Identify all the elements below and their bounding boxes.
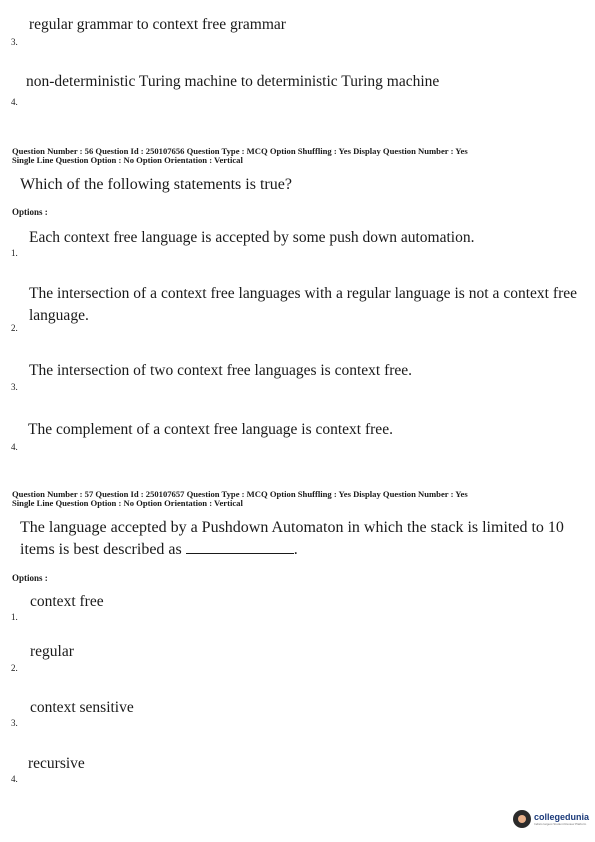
option-number: 3. <box>11 382 18 392</box>
option-number: 2. <box>11 663 18 673</box>
option-number: 4. <box>11 442 18 452</box>
logo-tagline: India's largest Student Review Platform <box>533 821 587 826</box>
collegedunia-logo-icon <box>513 810 531 828</box>
question-text-part: The language accepted by a Pushdown Automaton in which the stack is limited to 10 items is best described as <box>20 519 564 558</box>
option-text: context free <box>30 593 104 610</box>
option-number: 1. <box>11 248 18 258</box>
question-meta: Single Line Question Option : No Option Orientation : Vertical <box>12 498 243 508</box>
question-text <box>20 517 575 561</box>
option-number: 3. <box>11 37 18 47</box>
option-number: 3. <box>11 718 18 728</box>
question-meta: Question Number : 57 Question Id : 250107657 Question Type : MCQ Option Shuffling : Yes Display Question Number : Yes <box>12 489 468 499</box>
question-text-part: . <box>293 541 298 558</box>
option-number: 4. <box>11 97 18 107</box>
question-text: Which of the following statements is true? <box>20 176 292 193</box>
option-text: The intersection of two context free languages is context free. <box>29 362 413 379</box>
option-number: 1. <box>11 612 18 622</box>
option-text: context sensitive <box>30 699 134 716</box>
option-number: 4. <box>11 774 18 784</box>
option-text: The complement of a context free language is context free. <box>28 421 393 438</box>
options-label: Options : <box>12 207 48 217</box>
logo-name: collegedunia <box>533 811 589 822</box>
collegedunia-logo <box>513 810 589 828</box>
option-text: regular grammar to context free grammar <box>29 16 286 33</box>
option-text: The intersection of a context free languages with a regular language is not a context free language. <box>29 285 577 324</box>
option-text: regular <box>30 643 74 660</box>
option-number: 2. <box>11 323 18 333</box>
options-label: Options : <box>12 573 48 583</box>
option-text: recursive <box>28 755 85 772</box>
answer-blank <box>186 541 294 554</box>
option-text: non-deterministic Turing machine to deterministic Turing machine <box>26 73 440 90</box>
option-text: Each context free language is accepted by some push down automation. <box>29 229 475 246</box>
question-meta: Single Line Question Option : No Option Orientation : Vertical <box>12 155 243 165</box>
question-meta: Question Number : 56 Question Id : 250107656 Question Type : MCQ Option Shuffling : Yes Display Question Number : Yes <box>12 146 468 156</box>
